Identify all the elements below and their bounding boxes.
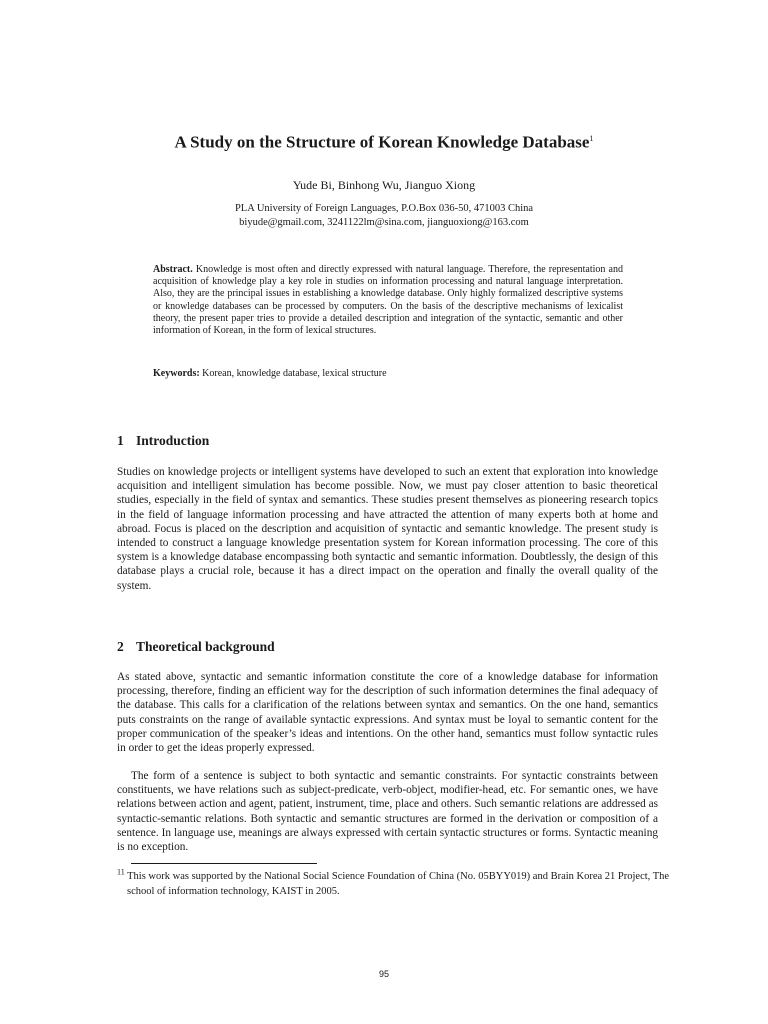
footnote — [117, 869, 672, 899]
abstract-label: Abstract. — [153, 264, 193, 275]
email-line: biyude@gmail.com, 3241122lm@sina.com, jianguoxiong@163.com — [239, 217, 529, 228]
intro-paragraph: Studies on knowledge projects or intelligent systems have developed to such an extent that exploration into knowledge acquisition and intelligent simulation has become possible. Now, we must pay closer attention to basic theoretical studies, especially in the field of syntax and semantics. These studies present themselves as pioneering research topics in the field of language information processing and have attracted the attention of many experts both at home and abroad. Focus is placed on the description and acquisition of syntactic and semantic knowledge. The present study is intended to construct a language knowledge presentation system for Korean information processing. The core of this system is a knowledge database encompassing both syntactic and semantic information. Doubtlessly, the design of this database plays a crucial role, because it has a direct impact on the operation and finally the overall quality of the system. — [117, 466, 658, 592]
section-title: Introduction — [136, 433, 210, 448]
section-heading-introduction — [117, 432, 209, 450]
section-heading-theoretical-background — [117, 638, 275, 656]
page-number: 95 — [378, 969, 389, 979]
footnote-text: This work was supported by the National Social Science Foundation of China (No. 05BYY019) and Brain Korea 21 Project, The school of information technology, KAIST in 2005. — [127, 871, 670, 897]
abstract — [153, 264, 623, 337]
keywords-text: Korean, knowledge database, lexical structure — [202, 368, 387, 379]
section-number: 2 — [117, 639, 124, 654]
section-number: 1 — [117, 433, 124, 448]
keywords — [153, 367, 623, 380]
background-paragraph-1: As stated above, syntactic and semantic information constitute the core of a knowledge database for information processing, therefore, finding an efficient way for the description of such information determines the final adequacy of the database. This calls for a clarification of the relations between syntax and semantics. On the one hand, semantics puts constraints on the range of available syntactic expressions. And syntax must be loyal to semantic content for the proper communication of the speaker’s ideas and intentions. On the other hand, semantics must follow syntactic rules in order to get the ideas properly expressed. — [117, 671, 658, 755]
footnote-divider — [131, 863, 317, 864]
paper-title-text: A Study on the Structure of Korean Knowledge Database — [174, 132, 590, 152]
paper-title — [0, 128, 768, 154]
abstract-text: Knowledge is most often and directly expressed with natural language. Therefore, the representation and acquisition of knowledge play a key role in studies on information processing and natural language interpretation. Also, they are the principal issues in establishing a knowledge database. Only highly formalized descriptive systems or knowledge databases can be processed by computers. On the basis of the descriptive mechanisms of lexicalist theory, the present paper tries to provide a detailed description and integration of the syntactic, semantic and other information of Korean, in the form of lexical structures. — [153, 264, 623, 337]
affiliation-block — [0, 202, 768, 230]
author-list: Yude Bi, Binhong Wu, Jianguo Xiong — [292, 178, 476, 192]
background-paragraph-2: The form of a sentence is subject to both syntactic and semantic constraints. For syntactic constraints between constituents, we have relations such as subject-predicate, verb-object, modifier-head, etc. For semantic ones, we have relations between action and agent, patient, instrument, time, place and others. Such semantic relations are addressed as syntactic-semantic relations. Both syntactic and semantic structures are formed in the derivation or composition of a sentence. In language use, meanings are always expressed with certain syntactic structures or forms. Syntactic meaning is no exception. — [117, 770, 658, 854]
section-title: Theoretical background — [136, 639, 275, 654]
affiliation-line: PLA University of Foreign Languages, P.O.Box 036-50, 471003 China — [234, 203, 534, 214]
footnote-mark: 11 — [117, 867, 125, 877]
keywords-label: Keywords: — [153, 368, 200, 379]
title-footnote-mark: 1 — [589, 134, 594, 143]
